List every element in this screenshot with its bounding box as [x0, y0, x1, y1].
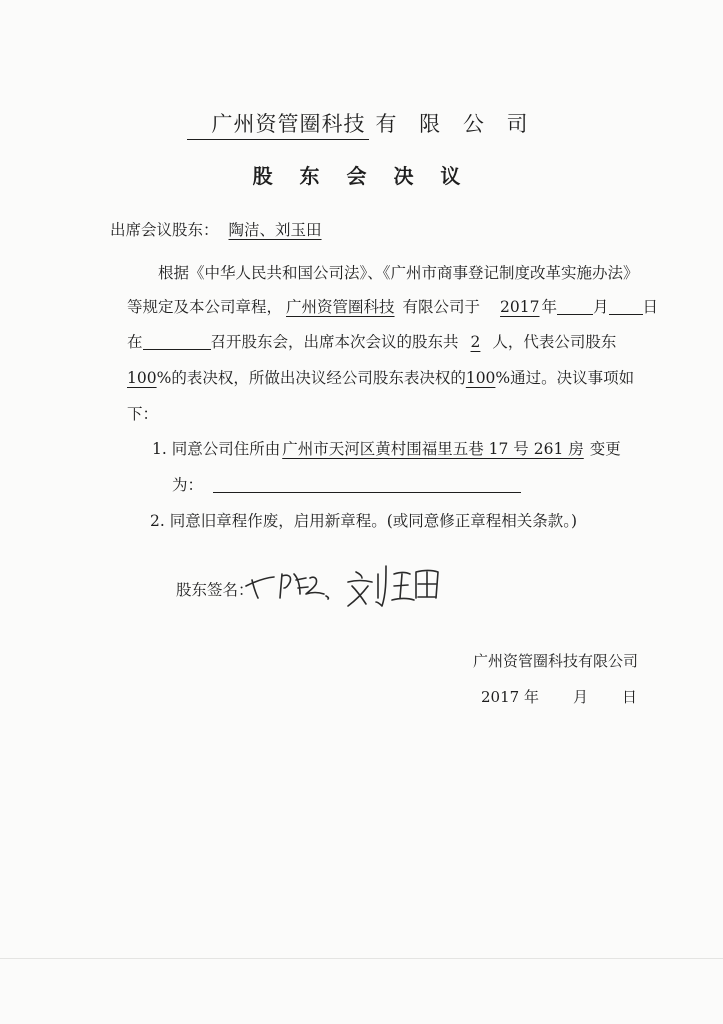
body-line-3-prefix: 在	[127, 333, 143, 351]
meeting-day-blank	[609, 299, 643, 316]
resolution-item-2: 2. 同意旧章程作废，启用新章程。(或同意修正章程相关条款。)	[150, 512, 578, 530]
company-name: 广州资管圈科技	[187, 108, 369, 140]
body-line-2	[127, 295, 658, 317]
body-line-2-company: 广州资管圈科技	[286, 298, 395, 316]
item-1-prefix: 1. 同意公司住所由	[152, 440, 281, 458]
scan-artifact-line	[0, 958, 723, 959]
year-unit: 年	[541, 298, 558, 316]
body-line-4-suffix: %通过。决议事项如	[495, 369, 635, 387]
body-line-5: 下：	[127, 405, 159, 423]
meeting-month-blank	[557, 299, 593, 316]
document-title: 股 东 会 决 议	[252, 164, 471, 188]
footer-month-unit: 月	[572, 688, 588, 706]
body-line-3-mid: 召开股东会，出席本次会议的股东共	[210, 333, 459, 351]
day-unit: 日	[642, 298, 659, 316]
attendees-label: 出席会议股东：	[110, 221, 219, 239]
meeting-place-blank	[143, 334, 211, 351]
resolution-item-1-line-2	[172, 473, 521, 495]
body-line-3-suffix: 人，代表公司股东	[492, 333, 617, 351]
resolution-item-1	[152, 437, 621, 459]
represented-percent: 100	[127, 369, 157, 387]
handwritten-signature	[244, 558, 444, 610]
approval-percent: 100	[465, 369, 496, 387]
attendees-names: 陶洁、刘玉田	[228, 221, 322, 239]
signature-label: 股东签名：	[176, 581, 254, 599]
body-line-1: 根据《中华人民共和国公司法》、《广州市商事登记制度改革实施办法》	[158, 264, 639, 282]
footer-year: 2017	[480, 688, 520, 706]
footer-company: 广州资管圈科技有限公司	[472, 652, 638, 670]
footer-day-unit: 日	[621, 688, 637, 706]
shareholder-count: 2	[470, 333, 481, 351]
document-header	[0, 108, 723, 140]
attendees-line	[110, 218, 338, 240]
new-address-blank	[213, 477, 521, 494]
footer-year-unit: 年	[523, 688, 539, 706]
body-line-2-mid: 有限公司于	[402, 298, 481, 316]
body-line-2-prefix: 等规定及本公司章程，	[127, 298, 283, 316]
company-suffix: 有 限 公 司	[375, 112, 536, 136]
footer-date	[481, 686, 637, 707]
meeting-year: 2017	[500, 298, 540, 316]
body-line-3	[127, 330, 616, 352]
item-1-line-2-label: 为：	[172, 476, 204, 494]
body-line-4	[127, 366, 634, 388]
item-1-suffix: 变更	[589, 440, 621, 458]
item-1-address: 广州市天河区黄村围福里五巷 17 号 261 房	[282, 440, 584, 458]
body-line-4-mid: %的表决权，所做出决议经公司股东表决权的	[156, 369, 466, 387]
month-unit: 月	[593, 298, 609, 316]
